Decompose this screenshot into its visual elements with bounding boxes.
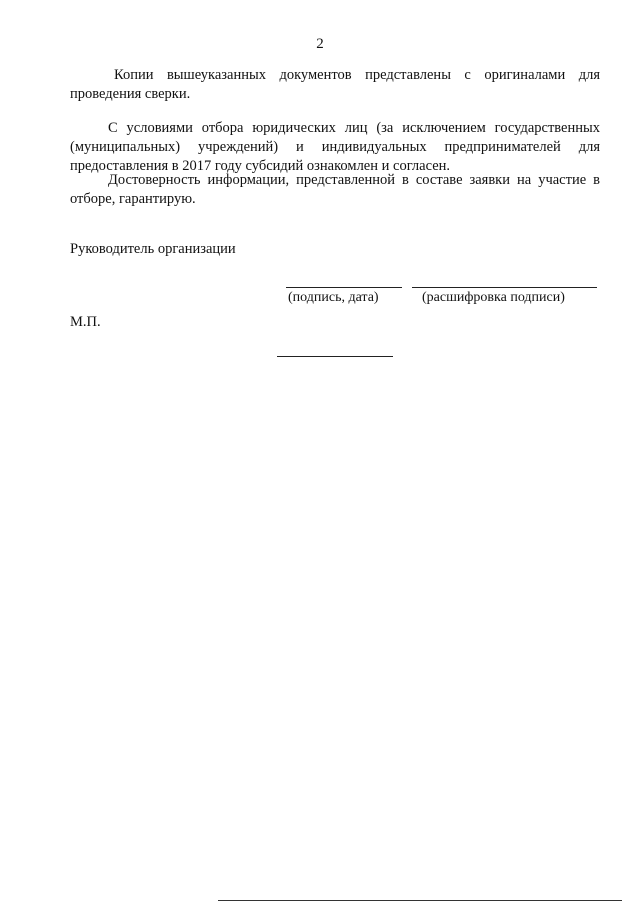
signature-line [286,287,402,288]
signature-decode-line [412,287,597,288]
paragraph-conditions: С условиями отбора юридических лиц (за исключением государственных (муниципальных) учреждений) и индивидуальных предпринимателей для предоставления в 2017 году субсидий ознакомлен и согласен. [70,120,600,174]
stamp-line [277,356,393,357]
signature-decode-caption: (расшифровка подписи) [422,290,565,305]
paragraph-copies: Копии вышеуказанных документов представлены с оригиналами для проведения сверки. [70,67,600,102]
stamp-label: М.П. [70,314,101,330]
page-number: 2 [316,36,324,52]
signature-caption: (подпись, дата) [288,290,379,305]
paragraph-guarantee: Достоверность информации, представленной в составе заявки на участие в отборе, гарантирую. [70,172,600,207]
footer-divider [218,900,622,901]
signer-role-label: Руководитель организации [70,241,236,257]
